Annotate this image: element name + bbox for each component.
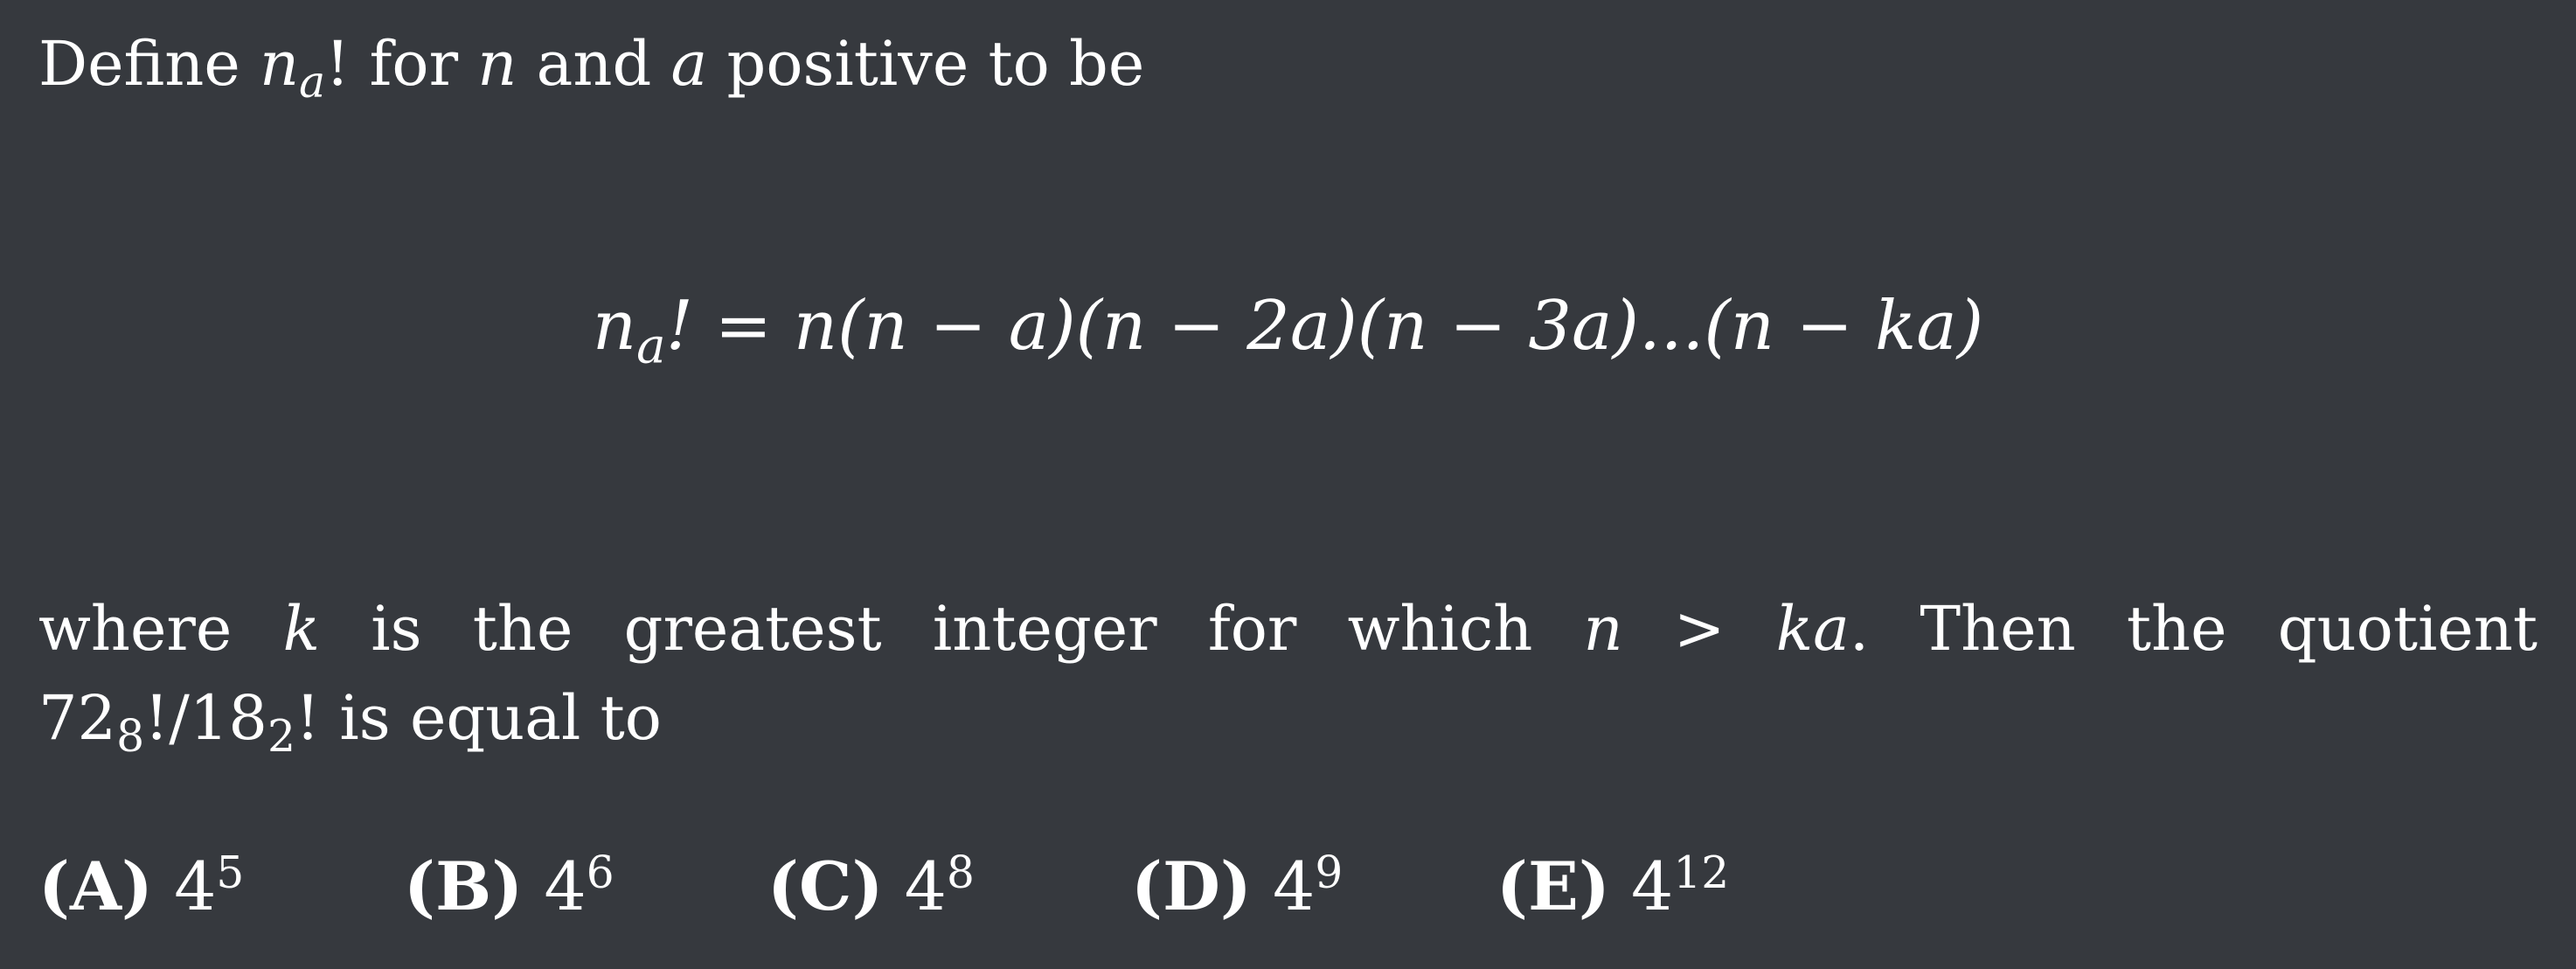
intro-text-and: and bbox=[517, 28, 671, 100]
problem-intro bbox=[38, 28, 1145, 108]
choice-label: (E) bbox=[1496, 847, 1610, 925]
definition-formula bbox=[0, 287, 2576, 375]
condition-text-body: is the greatest integer for which bbox=[319, 593, 1584, 665]
formula-lhs-n: n bbox=[592, 287, 637, 366]
condition-text-where: where bbox=[38, 593, 283, 665]
answer-choice-c[interactable] bbox=[767, 846, 975, 925]
math-inequality: n > ka bbox=[1583, 593, 1850, 665]
choice-base: 4 bbox=[1631, 847, 1674, 925]
quotient-text-equal: ! is equal to bbox=[295, 682, 662, 754]
choice-exponent: 9 bbox=[1315, 846, 1344, 898]
choice-exponent: 6 bbox=[586, 846, 614, 898]
formula-lhs-subscript: a bbox=[636, 317, 666, 375]
choice-label: (B) bbox=[404, 847, 524, 925]
quotient-subscript-8: 8 bbox=[116, 710, 145, 763]
quotient-base-72: 72 bbox=[38, 682, 117, 754]
math-var-n: n bbox=[260, 28, 300, 100]
choice-base: 4 bbox=[1273, 847, 1316, 925]
answer-choice-a[interactable] bbox=[38, 846, 245, 925]
choice-base: 4 bbox=[904, 847, 947, 925]
choice-exponent: 5 bbox=[216, 846, 245, 898]
quotient-divider-18: !/18 bbox=[144, 682, 267, 754]
problem-condition bbox=[38, 593, 2538, 665]
intro-text-define: Define bbox=[38, 28, 260, 100]
intro-text-for: ! for bbox=[325, 28, 478, 100]
choice-exponent: 8 bbox=[946, 846, 975, 898]
problem-quotient bbox=[38, 682, 662, 763]
condition-text-then: . Then the quotient bbox=[1849, 593, 2538, 665]
choice-label: (A) bbox=[38, 847, 153, 925]
math-var-k: k bbox=[282, 593, 320, 665]
quotient-subscript-2: 2 bbox=[267, 710, 295, 763]
answer-choice-e[interactable] bbox=[1496, 846, 1730, 925]
choice-label: (C) bbox=[767, 847, 884, 925]
intro-text-positive: positive to be bbox=[707, 28, 1145, 100]
choice-label: (D) bbox=[1131, 847, 1252, 925]
formula-rhs: ! = n(n − a)(n − 2a)(n − 3a)...(n − ka) bbox=[665, 287, 1984, 366]
math-var-a: a bbox=[670, 28, 708, 100]
choice-base: 4 bbox=[544, 847, 587, 925]
math-subscript-a: a bbox=[299, 56, 326, 108]
answer-choice-b[interactable] bbox=[404, 846, 614, 925]
answer-choice-d[interactable] bbox=[1131, 846, 1344, 925]
choice-exponent: 12 bbox=[1673, 846, 1730, 898]
choice-base: 4 bbox=[174, 847, 217, 925]
math-var-n: n bbox=[477, 28, 517, 100]
